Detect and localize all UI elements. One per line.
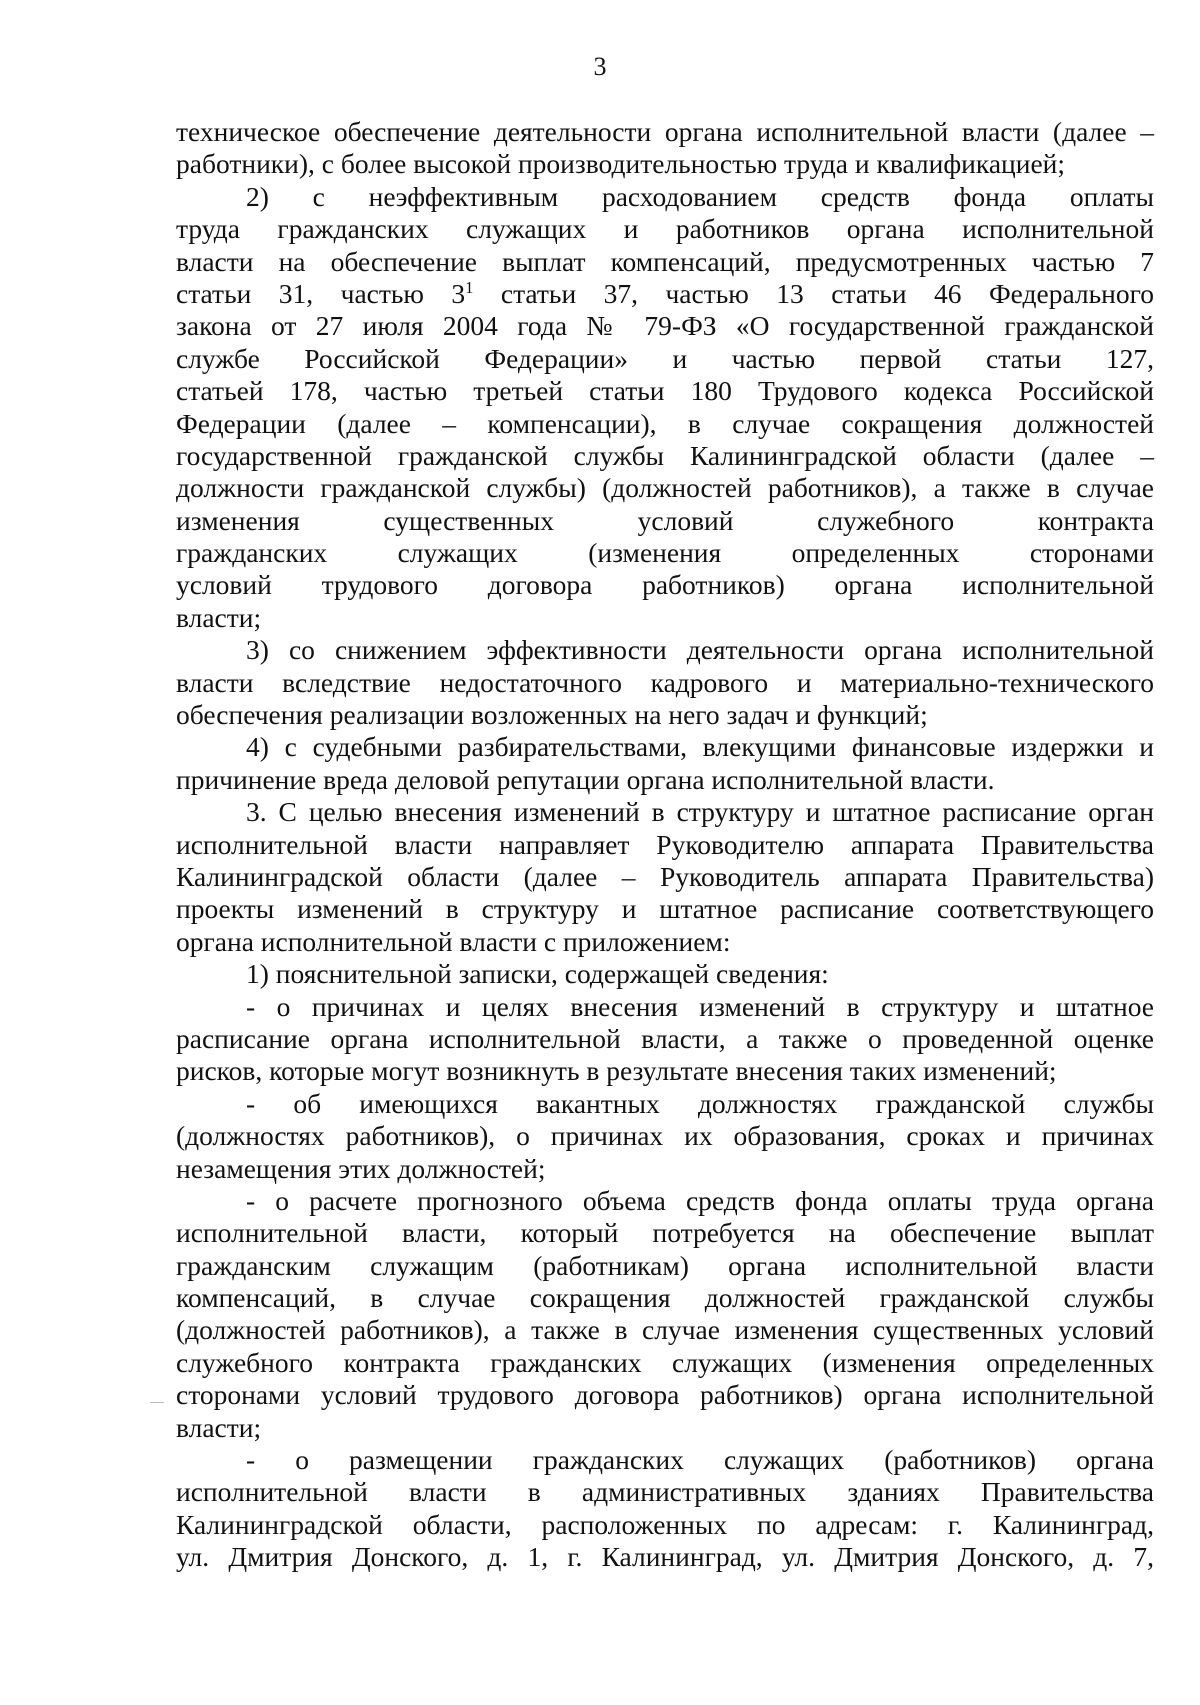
text-line-content: власти на обеспечение выплат компенсаций, предусмотренных частью 7 <box>176 245 1154 277</box>
text-line <box>176 181 1154 213</box>
text-line <box>176 1250 1154 1282</box>
text-line-content: - об имеющихся вакантных должностях гражданской службы <box>246 1087 1154 1119</box>
text-line <box>176 991 1154 1023</box>
text-line <box>176 408 1154 440</box>
text-line-content: 3. С целью внесения изменений в структуру и штатное расписание орган <box>246 796 1154 828</box>
text-line-content: исполнительной власти, который потребуется на обеспечение выплат <box>176 1217 1154 1249</box>
superscript: 1 <box>465 277 474 297</box>
text-line-content: 1) пояснительной записки, содержащей сведения: <box>246 958 829 990</box>
text-line <box>176 1314 1154 1346</box>
text-line <box>176 1347 1154 1379</box>
text-line <box>176 602 1154 634</box>
text-line <box>176 1379 1154 1411</box>
text-line-content: статьи 31, частью 3 <box>176 277 466 309</box>
text-line-content: 3) со снижением эффективности деятельности органа исполнительной <box>246 634 1154 666</box>
text-line-content: Федерации (далее – компенсации), в случае сокращения должностей <box>176 407 1154 439</box>
document-body <box>176 116 1154 1574</box>
text-line-content: - о расчете прогнозного объема средств фонда оплаты труда органа <box>246 1184 1154 1216</box>
text-line <box>176 310 1154 342</box>
text-line-content: - о причинах и целях внесения изменений в структуру и штатное <box>246 990 1154 1022</box>
text-line-content: обеспечения реализации возложенных на него задач и функций; <box>176 699 928 731</box>
text-line <box>176 343 1154 375</box>
text-line <box>176 537 1154 569</box>
text-line <box>176 1055 1154 1087</box>
text-line-content: гражданских служащих (изменения определенных сторонами <box>176 537 1154 569</box>
text-line-content: труда гражданских служащих и работников органа исполнительной <box>176 213 1154 245</box>
text-line-content: (должностей работников), а также в случае изменения существенных условий <box>176 1314 1154 1346</box>
text-line <box>176 278 1154 310</box>
text-line <box>176 1476 1154 1508</box>
text-line <box>176 1120 1154 1152</box>
text-line-content: изменения существенных условий служебного контракта <box>176 504 1154 536</box>
text-line <box>176 958 1154 990</box>
text-line <box>176 796 1154 828</box>
text-line-content: государственной гражданской службы Калининградской области (далее – <box>176 439 1154 471</box>
text-line <box>176 764 1154 796</box>
text-line <box>176 893 1154 925</box>
text-line-content: (должностях работников), о причинах их образования, сроках и причинах <box>176 1120 1154 1152</box>
text-line <box>176 472 1154 504</box>
text-line <box>176 1023 1154 1055</box>
text-line <box>176 148 1154 180</box>
text-line <box>176 829 1154 861</box>
text-line-content: - о размещении гражданских служащих (работников) органа <box>246 1444 1154 1476</box>
text-line <box>176 1444 1154 1476</box>
text-line-content: власти; <box>176 1411 262 1443</box>
text-line-content: сторонами условий трудового договора работников) органа исполнительной <box>176 1379 1154 1411</box>
text-line <box>176 926 1154 958</box>
text-line-content: причинение вреда деловой репутации органа исполнительной власти. <box>176 763 995 795</box>
text-line-content: исполнительной власти направляет Руководителю аппарата Правительства <box>176 828 1154 860</box>
text-line-content: власти; <box>176 601 262 633</box>
text-line-content: 2) с неэффективным расходованием средств фонда оплаты <box>246 180 1154 212</box>
text-line-content: техническое обеспечение деятельности органа исполнительной власти (далее – <box>176 116 1154 147</box>
text-line-content: работники), с более высокой производительностью труда и квалификацией; <box>176 148 1066 180</box>
text-line <box>176 667 1154 699</box>
text-line-content: Калининградской области (далее – Руководитель аппарата Правительства) <box>176 860 1154 892</box>
text-line <box>176 116 1154 148</box>
text-line-content: власти вследствие недостаточного кадрового и материально-технического <box>176 666 1154 698</box>
text-line-content: статьей 178, частью третьей статьи 180 Трудового кодекса Российской <box>176 375 1154 407</box>
text-line <box>176 1509 1154 1541</box>
text-line-content: служебного контракта гражданских служащих (изменения определенных <box>176 1346 1154 1378</box>
text-line-content: проекты изменений в структуру и штатное расписание соответствующего <box>176 893 1154 925</box>
text-line <box>176 731 1154 763</box>
text-line-content: 4) с судебными разбирательствами, влекущими финансовые издержки и <box>246 731 1154 763</box>
text-line-content: гражданским служащим (работникам) органа исполнительной власти <box>176 1249 1154 1281</box>
text-line-content: компенсаций, в случае сокращения должностей гражданской службы <box>176 1282 1154 1314</box>
text-line-content: условий трудового договора работников) органа исполнительной <box>176 569 1154 601</box>
text-line <box>176 1541 1154 1573</box>
text-line-content: закона от 27 июля 2004 года № 79-ФЗ «О государственной гражданской <box>176 310 1154 342</box>
text-line-content: расписание органа исполнительной власти, а также о проведенной оценке <box>176 1022 1154 1054</box>
text-line <box>176 861 1154 893</box>
text-line-content: незамещения этих должностей; <box>176 1152 546 1184</box>
text-line-content: органа исполнительной власти с приложением: <box>176 925 731 957</box>
text-line <box>176 634 1154 666</box>
text-line-tail: статьи 37, частью 13 статьи 46 Федерального <box>473 277 1154 309</box>
text-line-content: исполнительной власти в административных зданиях Правительства <box>176 1476 1154 1508</box>
text-line <box>176 1282 1154 1314</box>
text-line <box>176 1153 1154 1185</box>
text-line <box>176 440 1154 472</box>
page-number: 3 <box>593 52 607 81</box>
text-line <box>176 375 1154 407</box>
text-line-content: Калининградской области, расположенных по адресам: г. Калининград, <box>176 1508 1154 1540</box>
scan-mark <box>150 1402 164 1403</box>
text-line <box>176 569 1154 601</box>
text-line <box>176 1217 1154 1249</box>
text-line <box>176 1185 1154 1217</box>
text-line-content: ул. Дмитрия Донского, д. 1, г. Калининград, ул. Дмитрия Донского, д. 7, <box>176 1541 1154 1573</box>
text-line-content: службе Российской Федерации» и частью первой статьи 127, <box>176 342 1154 374</box>
text-line <box>176 505 1154 537</box>
text-line <box>176 246 1154 278</box>
text-line-content: рисков, которые могут возникнуть в результате внесения таких изменений; <box>176 1055 1057 1087</box>
text-line <box>176 1412 1154 1444</box>
text-line <box>176 213 1154 245</box>
text-line <box>176 1088 1154 1120</box>
text-line-content: должности гражданской службы) (должностей работников), а также в случае <box>176 472 1154 504</box>
text-line <box>176 699 1154 731</box>
